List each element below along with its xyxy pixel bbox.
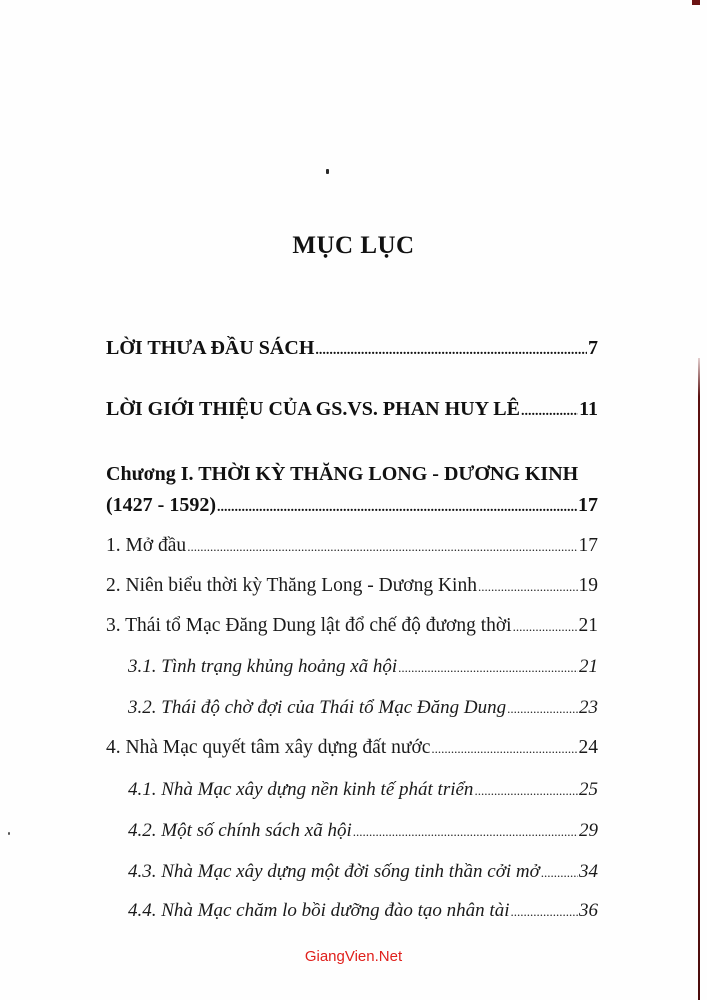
toc-entry [128, 779, 598, 801]
toc-entry [128, 656, 598, 678]
toc-entry [128, 820, 598, 842]
toc-entry-label: 3. Thái tổ Mạc Đăng Dung lật đổ chế độ đương thời [106, 615, 512, 636]
dot-leader [353, 824, 578, 840]
toc-entry [106, 535, 598, 557]
toc-entry-label: 4.1. Nhà Mạc xây dựng nền kinh tế phát triển [128, 779, 474, 800]
toc-entry-label: 4.2. Một số chính sách xã hội [128, 820, 352, 841]
toc-entry [128, 861, 598, 883]
toc-entry-label: LỜI THƯA ĐẦU SÁCH [106, 337, 315, 359]
toc-entry [106, 615, 598, 637]
ink-speck [326, 169, 329, 174]
toc-entry-page: 17 [578, 535, 598, 556]
toc-entry-page: 25 [579, 779, 598, 800]
toc-entry-label: 1. Mở đầu [106, 535, 187, 556]
dot-leader [217, 500, 577, 516]
toc-entry [106, 494, 598, 517]
watermark-text: GiangVien.Net [304, 948, 403, 965]
toc-entry [106, 337, 598, 360]
dot-leader [521, 404, 578, 420]
toc-entry-page: 11 [579, 398, 598, 420]
page-binding-edge [698, 358, 700, 1000]
toc-entry [128, 697, 598, 719]
toc-entry-label: 4. Nhà Mạc quyết tâm xây dựng đất nước [106, 737, 431, 758]
dot-leader [431, 741, 577, 757]
toc-entry-label: 3.1. Tình trạng khủng hoảng xã hội [128, 656, 398, 677]
toc-entry-page: 34 [579, 861, 598, 882]
toc-entry-page: 7 [588, 337, 598, 359]
toc-entry [128, 900, 598, 922]
dot-leader [513, 619, 578, 635]
dot-leader [541, 865, 578, 881]
toc-entry-label: 4.3. Nhà Mạc xây dựng một đời sống tinh thần cởi mở [128, 861, 540, 882]
ink-speck [8, 832, 10, 835]
toc-entry-page: 29 [579, 820, 598, 841]
toc-entry-label: LỜI GIỚI THIỆU CỦA GS.VS. PHAN HUY LÊ [106, 398, 520, 420]
toc-entry-page: 21 [578, 615, 598, 636]
dot-leader [187, 539, 577, 555]
toc-entry-label: 4.4. Nhà Mạc chăm lo bồi dưỡng đào tạo nhân tài [128, 900, 510, 921]
toc-entry-label: (1427 - 1592) [106, 494, 216, 516]
toc-entry-page: 17 [578, 494, 598, 516]
page-corner-mark [692, 0, 700, 5]
dot-leader [507, 701, 578, 717]
toc-entry-page: 19 [578, 575, 598, 596]
toc-entry-page: 23 [579, 697, 598, 718]
toc-entry-page: 21 [579, 656, 598, 677]
dot-leader [315, 343, 587, 359]
toc-entry-page: 36 [579, 900, 598, 921]
toc-chapter-title: Chương I. THỜI KỲ THĂNG LONG - DƯƠNG KINH [106, 463, 579, 485]
dot-leader [398, 660, 578, 676]
toc-entry-label: 2. Niên biểu thời kỳ Thăng Long - Dương Kinh [106, 575, 477, 596]
toc-entry-page: 24 [578, 737, 598, 758]
dot-leader [510, 904, 578, 920]
toc-entry-label: 3.2. Thái độ chờ đợi của Thái tổ Mạc Đăng Dung [128, 697, 507, 718]
toc-entry [106, 398, 598, 421]
toc-entry [106, 575, 598, 597]
dot-leader [478, 579, 578, 595]
dot-leader [474, 783, 578, 799]
toc-entry [106, 737, 598, 759]
page-title: MỤC LỤC [292, 232, 415, 259]
